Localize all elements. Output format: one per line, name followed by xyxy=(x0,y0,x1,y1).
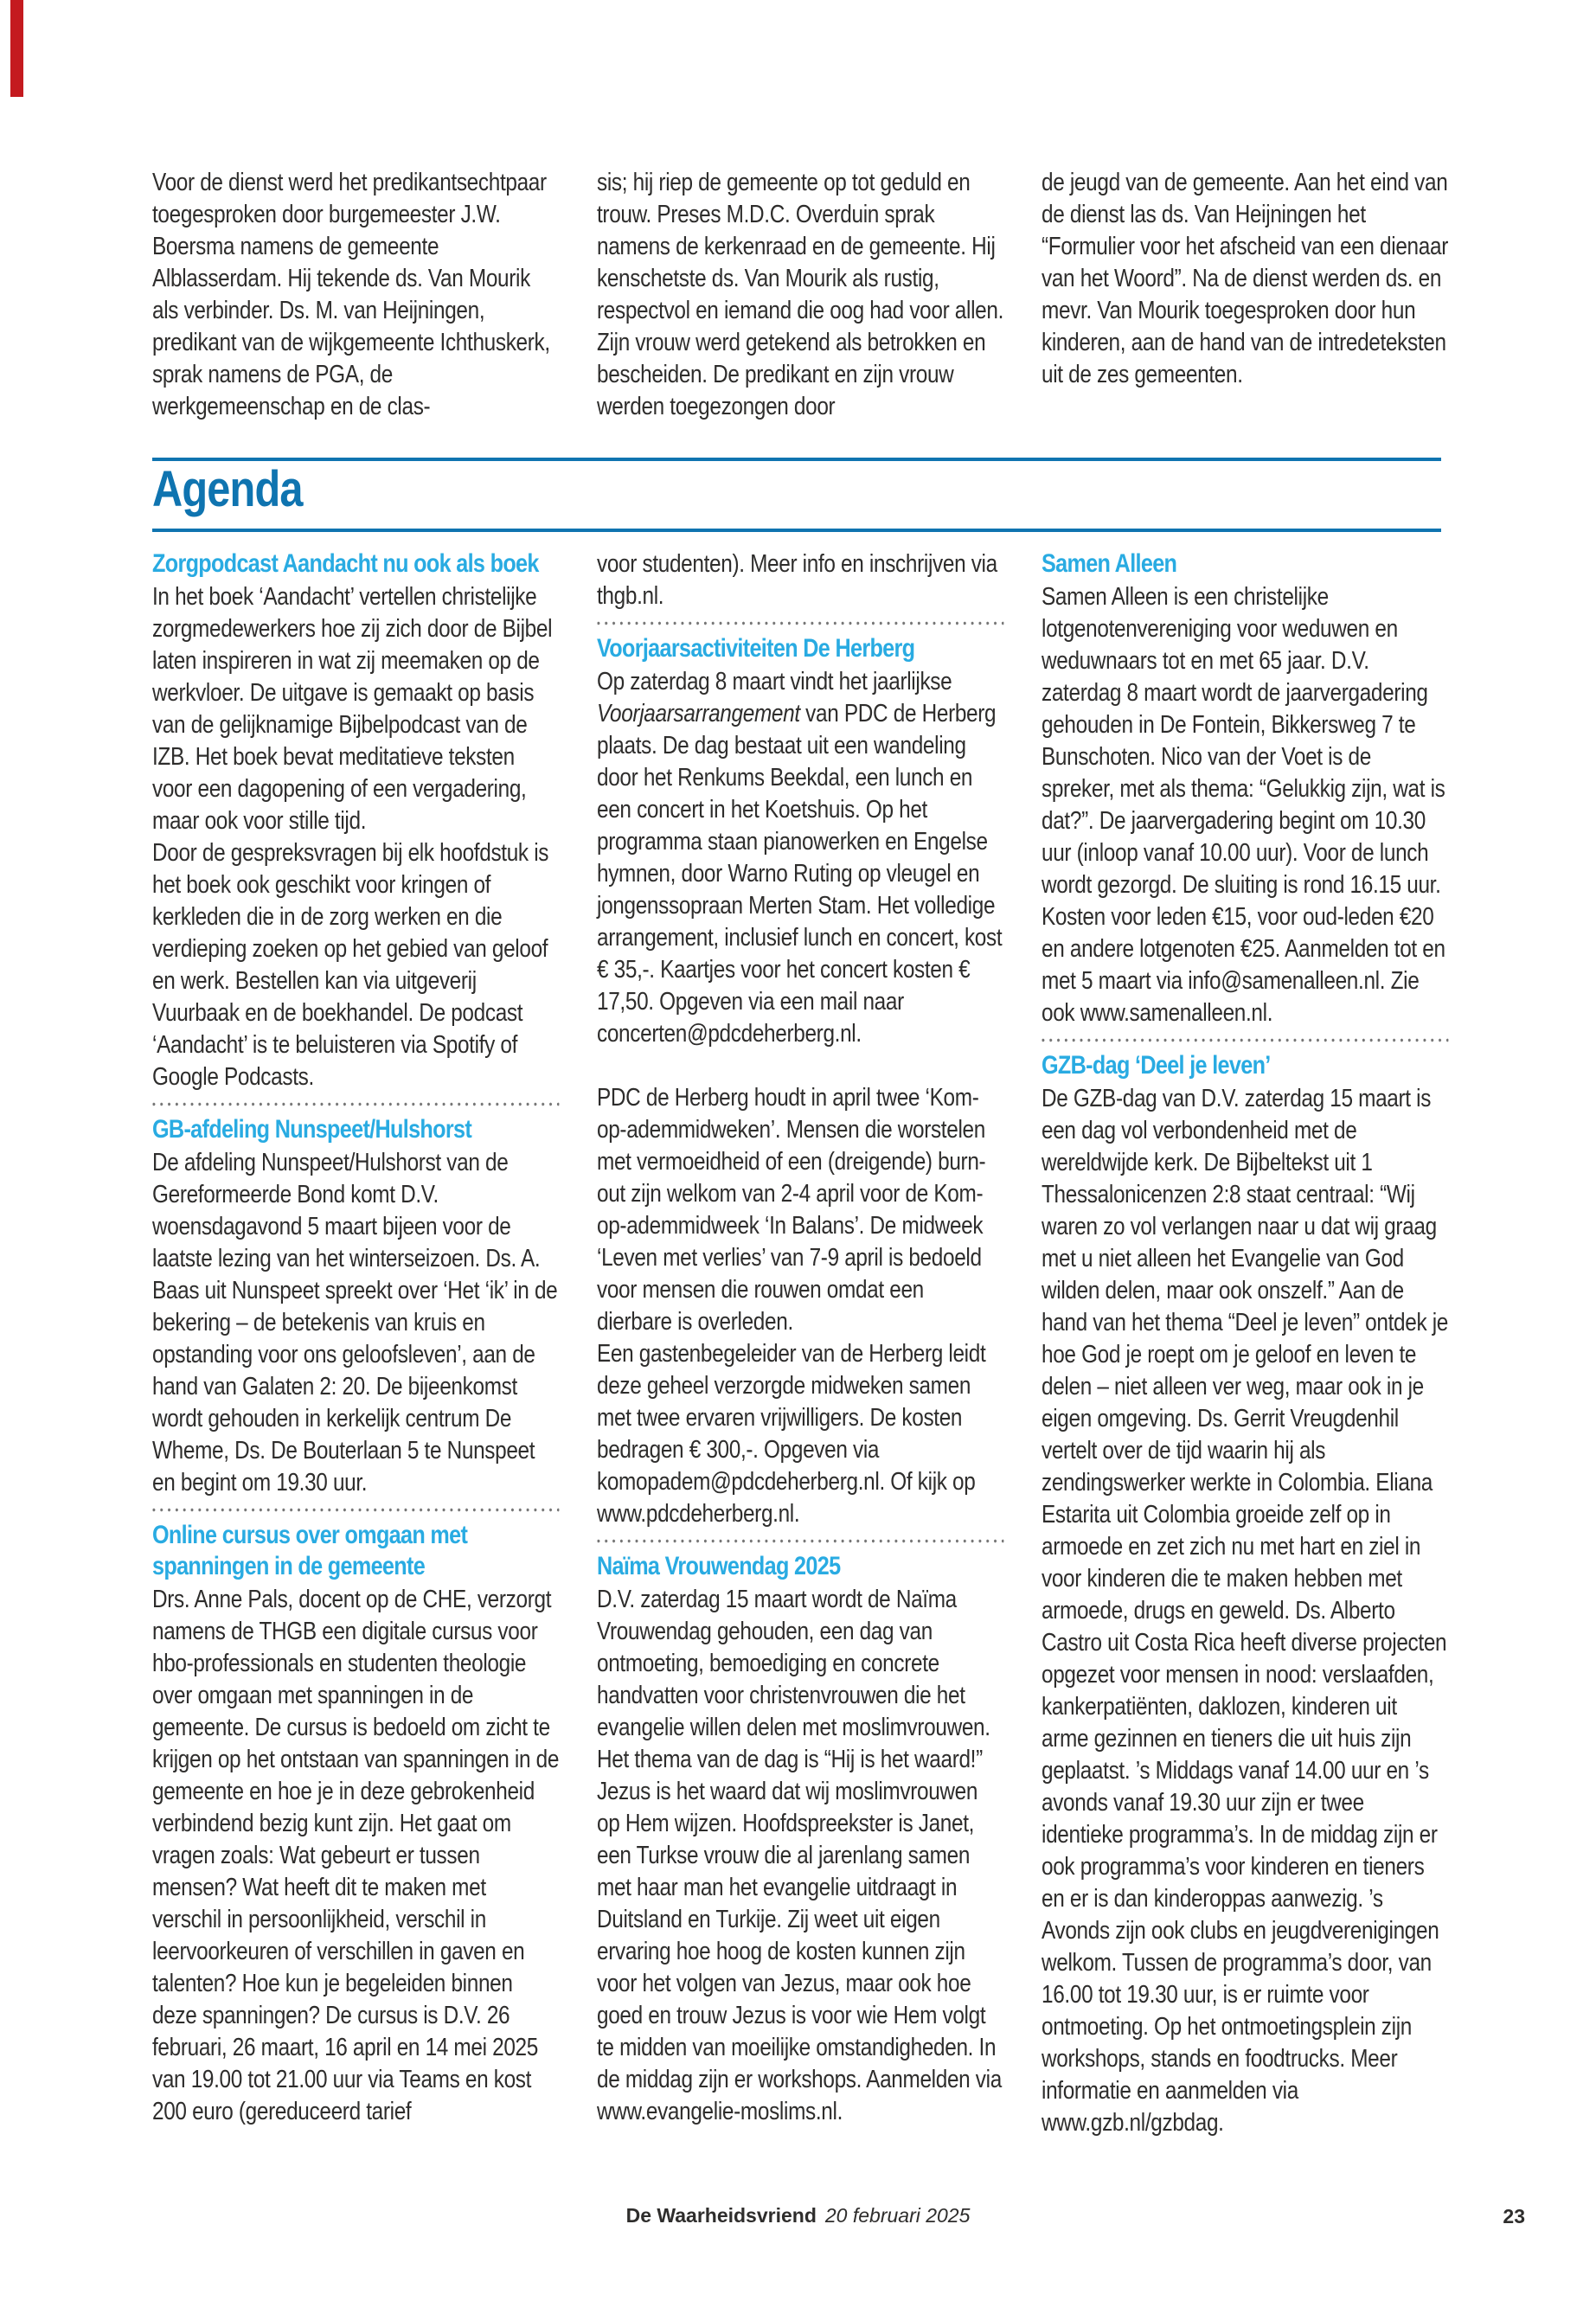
agenda-rule-top xyxy=(152,458,1441,461)
text-run: Het thema van de dag is “Hij is het waard!” Jezus is het waard dat wij moslimvrouwen op Hem wijzen. Hoofdspreekster is Janet, een Turkse vrouw die al jarenlang samen met haar man het evangelie uitdraagt in Duitsland en Turkije. Zij weet uit eigen ervaring hoe hoog de kosten kunnen zijn voor het volgen van Jezus, maar ook hoe goed en trouw Jezus is voor wie Hem volgt te midden van moeilijke omstandigheden. In de middag zijn er workshops. Aanmelden via www.evangelie-moslims.nl. xyxy=(597,1746,1002,2125)
body-paragraph xyxy=(597,1744,1003,2128)
body-paragraph xyxy=(152,581,559,837)
text-run: Drs. Anne Pals, docent op de CHE, verzorgt namens de THGB een digitale cursus voor hbo-professionals en studenten theologie over omgaan met spanningen in de gemeente. De cursus is bedoeld om zicht te krijgen op het ontstaan van spanningen in de gemeente en hoe je in deze gebrokenheid verbindend bezig kunt zijn. Het gaat om vragen zoals: Wat gebeurt er tussen mensen? Wat heeft dit te maken met verschil in persoonlijkheid, verschil in leervoorkeuren of verschillen in gaven en talenten? Hoe kun je begeleiden binnen deze spanningen? De cursus is D.V. 26 februari, 26 maart, 16 april en 14 mei 2025 van 19.00 tot 21.00 uur via Teams en kost 200 euro (gereduceerd tarief xyxy=(152,1586,560,2125)
italic-text: Voorjaarsarrangement xyxy=(597,700,800,727)
text-run: Voor de dienst werd het predikantsechtpaar toegesproken door burgemeester J.W. Boersma namens de gemeente Alblasserdam. Hij tekende ds. Van Mourik als verbinder. Ds. M. van Heijningen, predikant van de wijkgemeente Ichthuskerk, sprak namens de PGA, de werkgemeenschap en de clas- xyxy=(152,169,550,420)
footer-magazine-name: De Waarheidsvriend xyxy=(625,2204,817,2227)
agenda-column-1 xyxy=(152,548,559,2128)
footer xyxy=(0,2204,1596,2227)
section-heading: Samen Alleen xyxy=(1042,549,1177,578)
dotted-separator xyxy=(152,1102,559,1106)
body-paragraph xyxy=(597,1338,1003,1530)
text-run: De afdeling Nunspeet/Hulshorst van de Gereformeerde Bond komt D.V. woensdagavond 5 maart bijeen voor de laatste lezing van het winterseizoen. Ds. A. Baas uit Nunspeet spreekt over ‘Het ‘ik’ in de bekering – de betekenis van kruis en opstanding voor ons geloofsleven’, aan de hand van Galaten 2: 20. De bijeenkomst wordt gehouden in kerkelijk centrum De Wheme, Ds. De Bouterlaan 5 te Nunspeet en begint om 19.30 uur. xyxy=(152,1149,558,1497)
text-run: D.V. zaterdag 15 maart wordt de Naïma Vrouwendag gehouden, een dag van ontmoeting, bemoediging en concrete handvatten voor christenvrouwen die het evangelie willen delen met moslimvrouwen. xyxy=(597,1586,990,1741)
top-article-column-1 xyxy=(152,167,559,423)
text-run: voor studenten). Meer info en inschrijven via thgb.nl. xyxy=(597,550,997,610)
body-paragraph xyxy=(152,1584,559,2128)
agenda-header xyxy=(152,462,661,517)
agenda-rule-bottom xyxy=(152,529,1441,532)
body-paragraph xyxy=(597,666,1003,1050)
text-run: De GZB-dag van D.V. zaterdag 15 maart is een dag vol verbondenheid met de wereldwijde kerk. De Bijbeltekst uit 1 Thessalonicenzen 2:8 staat centraal: “Wij waren zo vol verlangen naar u dat wij graag met u niet alleen het Evangelie van God wilden delen, maar ook onszelf.” Aan de hand van het thema “Deel je leven” ontdek je hoe God je roept om je geloof en leven te delen – niet alleen ver weg, maar ook in je eigen omgeving. Ds. Gerrit Vreugdenhil vertelt over de tijd waarin hij als zendingswerker werkte in Colombia. Eliana Estarita uit Colombia groeide zelf op in armoede en zet zich nu met hart en ziel in voor kinderen die te maken hebben met armoede, drugs en geweld. Ds. Alberto Castro uit Costa Rica heeft diverse projecten opgezet voor mensen in nood: verslaafden, kankerpatiënten, daklozen, kinderen uit arme gezinnen en tieners die uit huis zijn geplaatst. ’s Middags vanaf 14.00 uur en ’s avonds vanaf 19.30 uur zijn er twee identieke programma’s. In de middag zijn er ook programma’s voor kinderen en tieners en er is dan kinderoppas aanwezig. ’s Avonds zijn ook clubs en jeugdverenigingen welkom. Tussen de programma’s door, van 16.00 tot 19.30 uur, is er ruimte voor ontmoeting. Op het ontmoetingsplein zijn workshops, stands en foodtrucks. Meer informatie en aanmelden via www.gzb.nl/gzbdag. xyxy=(1042,1085,1449,2137)
body-paragraph xyxy=(152,837,559,1093)
agenda-column-3 xyxy=(1042,548,1448,2139)
text-run: Samen Alleen is een christelijke lotgenotenvereniging voor weduwen en weduwnaars tot en met 65 jaar. D.V. zaterdag 8 maart wordt de jaarvergadering gehouden in De Fontein, Bikkersweg 7 te Bunschoten. Nico van der Voet is de spreker, met als thema: “Gelukkig zijn, wat is dat?”. De jaarvergadering begint om 10.30 uur (inloop vanaf 10.00 uur). Voor de lunch wordt gezorgd. De sluiting is rond 16.15 uur. Kosten voor leden €15, voor oud-leden €20 en andere lotgenoten €25. Aanmelden tot en met 5 maart via info@samenalleen.nl. Zie ook www.samenalleen.nl. xyxy=(1042,583,1445,1027)
dotted-separator xyxy=(597,621,1003,625)
body-paragraph xyxy=(152,1147,559,1499)
body-paragraph xyxy=(597,1082,1003,1338)
text-run: In het boek ‘Aandacht’ vertellen christelijke zorgmedewerkers hoe zij zich door de Bijbel laten inspireren in wat zij meemaken op de werkvloer. De uitgave is gemaakt op basis van de gelijknamige Bijbelpodcast van de IZB. Het boek bevat meditatieve teksten voor een dagopening of een vergadering, maar ook voor stille tijd. xyxy=(152,583,553,835)
dotted-separator xyxy=(1042,1038,1448,1042)
text-run: de jeugd van de gemeente. Aan het eind van de dienst las ds. Van Heijningen het “Formulier voor het afscheid van een dienaar van het Woord”. Na de dienst werden ds. en mevr. Van Mourik toegesproken door hun kinderen, aan de hand van de intredeteksten uit de zes gemeenten. xyxy=(1042,169,1448,388)
section-heading: Voorjaarsactiviteiten De Herberg xyxy=(597,634,915,663)
top-article-column-2 xyxy=(597,167,1003,423)
agenda-title: Agenda xyxy=(152,461,303,517)
text-run: Een gastenbegeleider van de Herberg leidt deze geheel verzorgde midweken samen met twee ervaren vrijwilligers. De kosten bedragen € 300,-. Opgeven via komopadem@pdcdeherberg.nl. Of kijk op www.pdcdeherberg.nl. xyxy=(597,1340,986,1528)
footer-issue-date: 20 februari 2025 xyxy=(824,2204,971,2227)
body-paragraph xyxy=(152,167,559,423)
text-run: van PDC de Herberg plaats. De dag bestaat uit een wandeling door het Renkums Beekdal, een lunch en een concert in het Koetshuis. Op het programma staan pianowerken en Engelse hymnen, door Warno Ruting op vleugel en jongenssopraan Merten Stam. Het volledige arrangement, inclusief lunch en concert, kost € 35,-. Kaartjes voor het concert kosten € 17,50. Opgeven via een mail naar concerten@pdcdeherberg.nl. xyxy=(597,700,1003,1048)
body-paragraph xyxy=(1042,1083,1448,2139)
section-heading: Naïma Vrouwendag 2025 xyxy=(597,1552,841,1580)
text-run: Door de gespreksvragen bij elk hoofdstuk is het boek ook geschikt voor kringen of kerkleden die in de zorg werken en die verdieping zoeken op het gebied van geloof en werk. Bestellen kan via uitgeverij Vuurbaak en de boekhandel. De podcast ‘Aandacht’ is te beluisteren via Spotify of Google Podcasts. xyxy=(152,839,549,1091)
page-number: 23 xyxy=(1503,2205,1525,2227)
agenda-column-2 xyxy=(597,548,1003,2128)
body-paragraph xyxy=(597,548,1003,612)
dotted-separator xyxy=(597,1539,1003,1543)
body-paragraph xyxy=(597,167,1003,423)
text-run: PDC de Herberg houdt in april twee ‘Kom-op-ademmidweken’. Mensen die worstelen met vermoeidheid of een (dreigende) burn-out zijn welkom van 2-4 april voor de Kom-op-ademmidweek ‘In Balans’. De midweek ‘Leven met verlies’ van 7-9 april is bedoeld voor mensen die rouwen omdat een dierbare is overleden. xyxy=(597,1084,986,1336)
text-run: sis; hij riep de gemeente op tot geduld en trouw. Preses M.D.C. Overduin sprak namens de kerkenraad en de gemeente. Hij kenschetste ds. Van Mourik als rustig, respectvol en iemand die oog had voor allen. Zijn vrouw werd getekend als betrokken en bescheiden. De predikant en zijn vrouw werden toegezongen door xyxy=(597,169,1004,420)
corner-bleed-mark xyxy=(10,0,23,97)
body-paragraph xyxy=(1042,581,1448,1029)
text-run: Op zaterdag 8 maart vindt het jaarlijkse xyxy=(597,668,952,695)
top-article-column-3 xyxy=(1042,167,1448,391)
section-heading: Online cursus over omgaan met spanningen in de gemeente xyxy=(152,1521,468,1580)
section-heading: Zorgpodcast Aandacht nu ook als boek xyxy=(152,549,539,578)
dotted-separator xyxy=(152,1508,559,1512)
section-heading: GZB-dag ‘Deel je leven’ xyxy=(1042,1051,1271,1080)
section-heading: GB-afdeling Nunspeet/Hulshorst xyxy=(152,1115,472,1144)
body-paragraph xyxy=(1042,167,1448,391)
body-paragraph xyxy=(597,1584,1003,1744)
